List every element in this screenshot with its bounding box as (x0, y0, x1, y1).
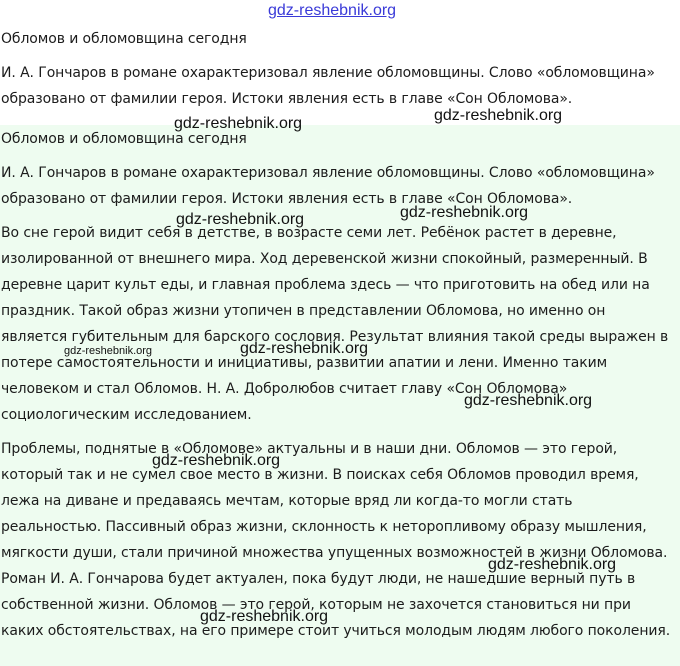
watermark-text: gdz-reshebnik.org (488, 556, 617, 573)
paragraph-intro: И. А. Гончаров в романе охарактеризовал явление обломовщины. Слово «обломовщина» образовано от фамилии героя. Истоки явления есть в главе «Сон Обломова». (1, 65, 655, 107)
watermark-text: gdz-reshebnik.org (152, 452, 281, 469)
document-fragment-top (0, 26, 676, 126)
watermark-text: gdz-reshebnik.org (464, 392, 593, 409)
paragraph-intro: И. А. Гончаров в романе охарактеризовал явление обломовщины. Слово «обломовщина» образовано от фамилии героя. Истоки явления есть в главе «Сон Обломова». (1, 165, 655, 207)
watermark-text: gdz-reshebnik.org (176, 211, 305, 228)
watermark-text: gdz-reshebnik.org (400, 204, 529, 221)
paragraph-relevance: Проблемы, поднятые в «Обломове» актуальны и в наши дни. Обломов — это герой, который так и не сумел свое место в жизни. В поисках себя Обломов проводил время, лежа на диване и предаваясь мечтам, которые вряд ли когда-то могли стать реальностью. Пассивный образ жизни, склонность к неторопливому образу мышления, мягкости души, стали причиной множества упущенных возможностей в жизни Обломова. Роман И. А. Гончарова будет актуален, пока будут люди, не нашедшие верный путь в собственной жизни. Обломов — это герой, которым не захочется становиться ни при каких обстоятельствах, на его примере стоит учиться молодым людям любого поколения. (1, 441, 671, 639)
watermark-text: gdz-reshebnik.org (434, 107, 563, 124)
watermark-text: gdz-reshebnik.org (240, 340, 369, 357)
watermark-text: gdz-reshebnik.org (174, 115, 303, 132)
watermark-text: gdz-reshebnik.org (200, 608, 329, 625)
document-title: Обломов и обломовщина сегодня (1, 31, 247, 47)
watermark-text: gdz-reshebnik.org (64, 345, 153, 357)
paragraph-dream: Во сне герой видит себя в детстве, в возрасте семи лет. Ребёнок растет в деревне, изолированной от внешнего мира. Ход деревенской жизни спокойный, размеренный. В деревне царит культ еды, и главная проблема здесь — что приготовить на обед или на праздник. Такой образ жизни утопичен в представлении Обломова, но именно он является губительным для барского сословия. Результат влияния такой среды выражен в потере самостоятельности и инициативы, развитии апатии и лени. Именно таким человеком и стал Обломов. Н. А. Добролюбов считает главу «Сон Обломова» социологическим исследованием. (1, 225, 669, 423)
document-title: Обломов и обломовщина сегодня (1, 131, 247, 147)
site-watermark-link[interactable]: gdz-reshebnik.org (268, 2, 397, 19)
